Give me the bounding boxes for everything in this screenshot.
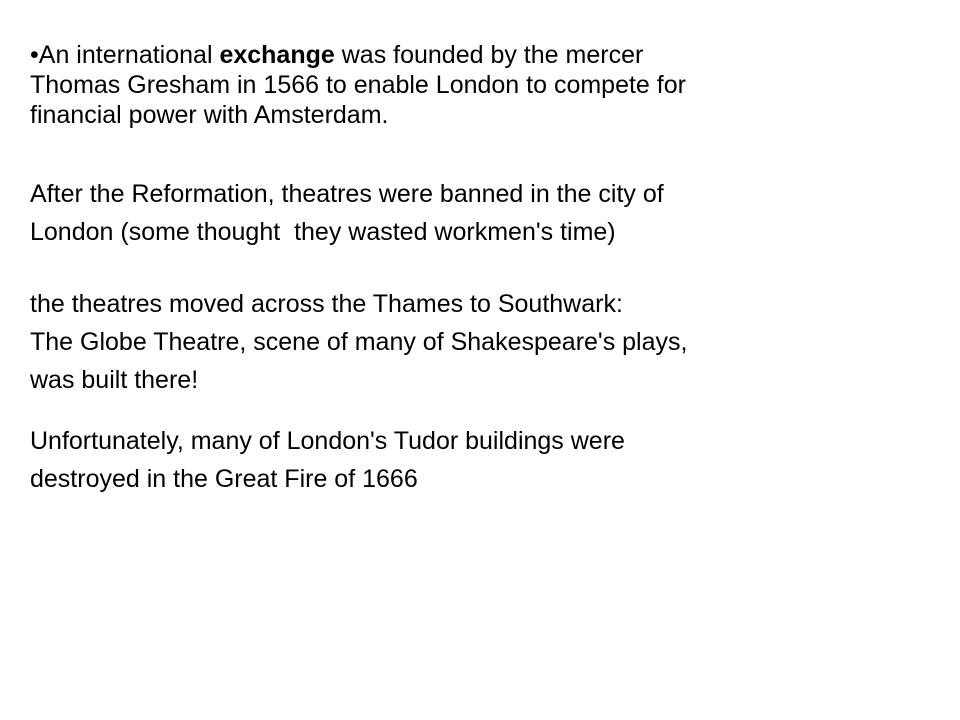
- reformation-line-1: After the Reformation, theatres were banned in the city of: [30, 180, 664, 208]
- southwark-line-2: The Globe Theatre, scene of many of Shakespeare's plays,: [30, 328, 688, 356]
- reformation-line-2: London (some thought they wasted workmen's time): [30, 218, 616, 246]
- exchange-text-after: was founded by the mercer: [334, 41, 644, 69]
- exchange-text-before: An international: [38, 41, 220, 69]
- fire-line-1: Unfortunately, many of London's Tudor buildings were: [30, 427, 625, 455]
- reformation-paragraph: [30, 175, 930, 251]
- exchange-line-2: Thomas Gresham in 1566 to enable London to compete for: [30, 71, 686, 99]
- exchange-bold-word: exchange: [219, 41, 335, 69]
- bullet-marker: •: [30, 41, 39, 69]
- exchange-line-3: financial power with Amsterdam.: [30, 101, 389, 129]
- fire-paragraph: [30, 422, 930, 498]
- exchange-paragraph: [30, 40, 930, 130]
- fire-line-2: destroyed in the Great Fire of 1666: [30, 465, 418, 493]
- southwark-paragraph: [30, 285, 930, 399]
- southwark-line-3: was built there!: [30, 366, 199, 394]
- southwark-line-1: the theatres moved across the Thames to Southwark:: [30, 290, 623, 318]
- exchange-line-1: [30, 40, 930, 70]
